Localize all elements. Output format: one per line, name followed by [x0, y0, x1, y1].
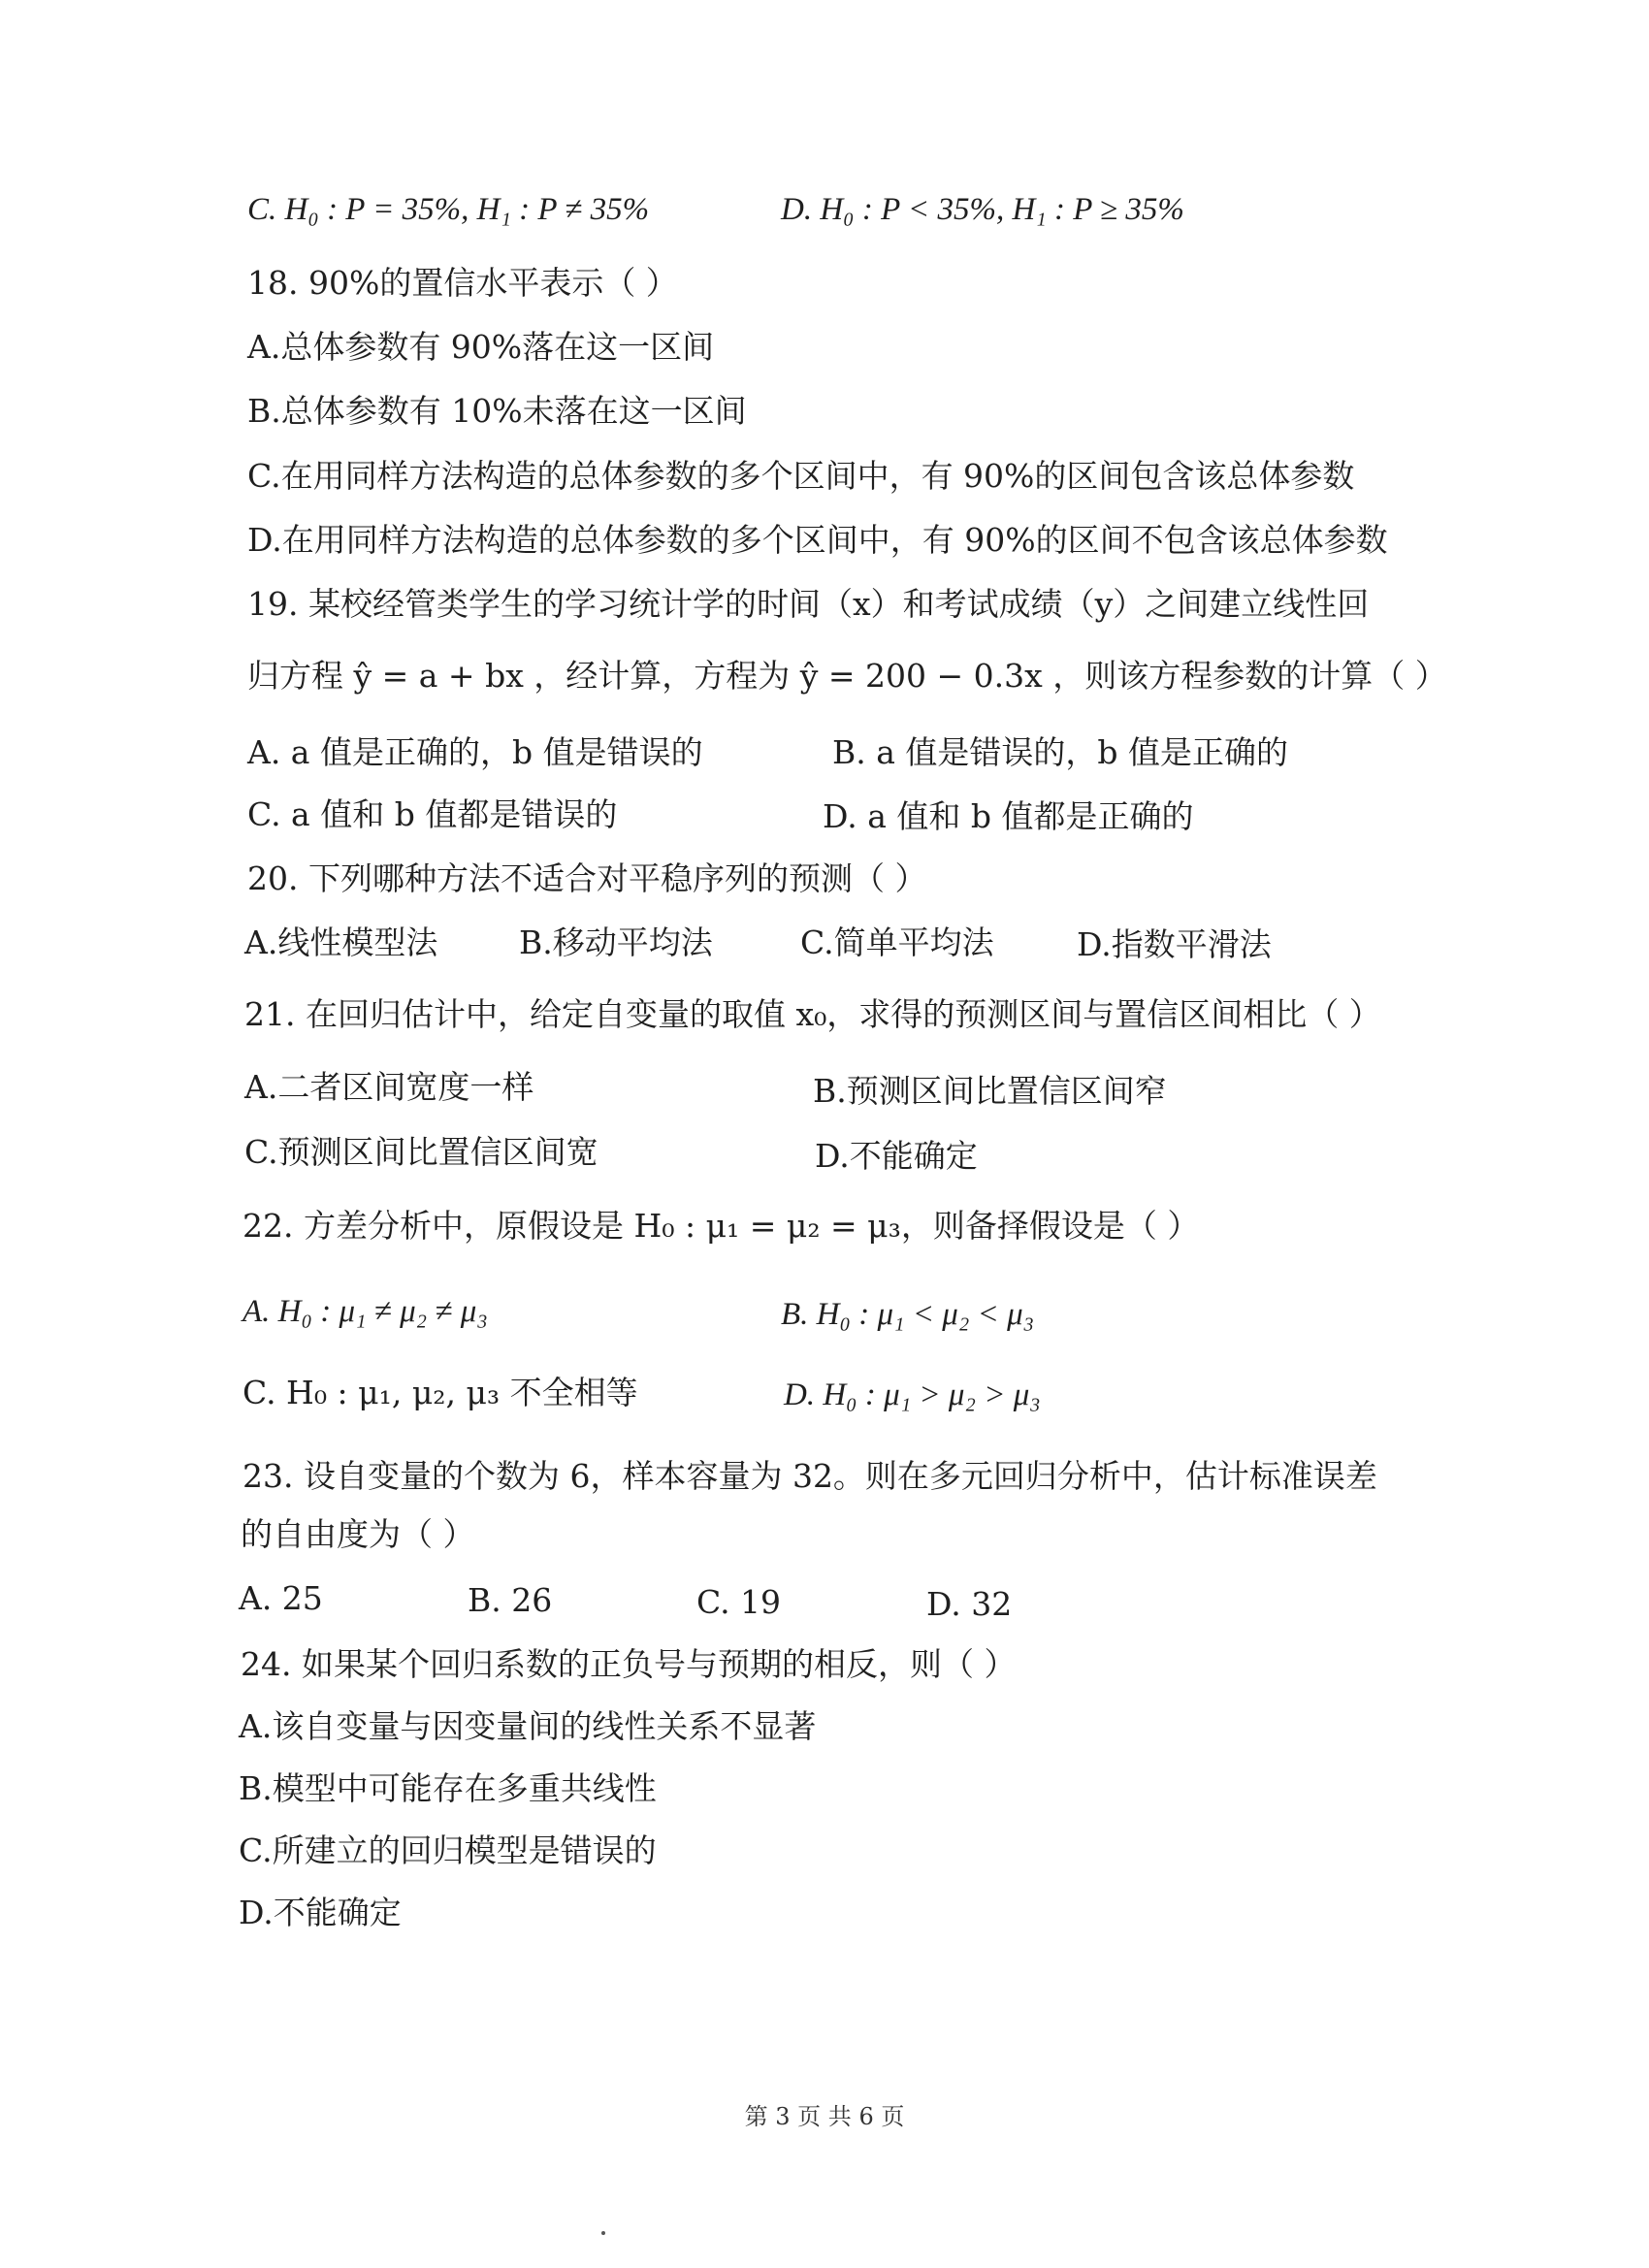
q22-stem: 22. 方差分析中，原假设是 H₀ : μ₁ = μ₂ = μ₃，则备择假设是（ ）: [242, 1207, 1200, 1245]
q23-option-d: D. 32: [926, 1585, 1013, 1623]
q19-option-d: D. a 值和 b 值都是正确的: [823, 797, 1194, 835]
q22-option-d: D. H₀ : μ₁ > μ₂ > μ₃: [784, 1377, 1041, 1412]
q19-option-b: B. a 值是错误的，b 值是正确的: [832, 733, 1289, 771]
q23-option-c: C. 19: [696, 1583, 782, 1621]
q18-option-a: A.总体参数有 90%落在这一区间: [247, 328, 715, 366]
page-number: 第 3 页 共 6 页: [744, 2103, 905, 2130]
q21-stem: 21. 在回归估计中，给定自变量的取值 x₀，求得的预测区间与置信区间相比（ ）: [244, 995, 1381, 1033]
q24-option-d: D.不能确定: [239, 1894, 402, 1931]
q23-stem-line2: 的自由度为（ ）: [241, 1515, 475, 1553]
q21-option-c: C.预测区间比置信区间宽: [244, 1133, 598, 1171]
q18-option-b: B.总体参数有 10%未落在这一区间: [247, 392, 747, 430]
q19-stem-line1: 19. 某校经管类学生的学习统计学的时间（x）和考试成绩（y）之间建立线性回: [247, 585, 1370, 623]
q21-option-a: A.二者区间宽度一样: [244, 1068, 534, 1106]
q19-option-a: A. a 值是正确的，b 值是错误的: [247, 733, 703, 771]
q23-option-b: B. 26: [468, 1581, 553, 1619]
q24-stem: 24. 如果某个回归系数的正负号与预期的相反，则（ ）: [241, 1645, 1017, 1683]
q17-option-d: D. H₀ : P < 35%, H₁ : P ≥ 35%: [781, 192, 1184, 227]
q21-option-d: D.不能确定: [815, 1137, 978, 1175]
scan-speck: [601, 2231, 605, 2235]
q20-option-b: B.移动平均法: [519, 923, 713, 961]
q22-option-b: B. H₀ : μ₁ < μ₂ < μ₃: [781, 1297, 1035, 1332]
q18-stem: 18. 90%的置信水平表示（ ）: [247, 264, 678, 302]
q24-option-c: C.所建立的回归模型是错误的: [239, 1831, 657, 1869]
q24-option-a: A.该自变量与因变量间的线性关系不显著: [239, 1707, 817, 1745]
q23-stem-line1: 23. 设自变量的个数为 6，样本容量为 32。则在多元回归分析中，估计标准误差: [242, 1457, 1377, 1495]
q19-option-c: C. a 值和 b 值都是错误的: [247, 795, 618, 833]
q19-stem-line2: 归方程 ŷ = a + bx ，经计算，方程为 ŷ = 200 − 0.3x ，则该方程参数的计算（ ）: [247, 657, 1447, 695]
q22-option-a: A. H₀ : μ₁ ≠ μ₂ ≠ μ₃: [242, 1294, 488, 1329]
q18-option-d: D.在用同样方法构造的总体参数的多个区间中，有 90%的区间不包含该总体参数: [247, 521, 1388, 559]
q20-stem: 20. 下列哪种方法不适合对平稳序列的预测（ ）: [247, 859, 927, 897]
q20-option-a: A.线性模型法: [244, 923, 438, 961]
q21-option-b: B.预测区间比置信区间窄: [813, 1072, 1167, 1110]
q17-option-c: C. H₀ : P = 35%, H₁ : P ≠ 35%: [247, 192, 650, 227]
q23-option-a: A. 25: [239, 1579, 323, 1617]
q20-option-c: C.简单平均法: [800, 923, 994, 961]
q18-option-c: C.在用同样方法构造的总体参数的多个区间中，有 90%的区间包含该总体参数: [247, 457, 1355, 495]
q20-option-d: D.指数平滑法: [1077, 925, 1272, 963]
q22-option-c: C. H₀ : μ₁, μ₂, μ₃ 不全相等: [242, 1374, 638, 1411]
q24-option-b: B.模型中可能存在多重共线性: [239, 1769, 657, 1807]
